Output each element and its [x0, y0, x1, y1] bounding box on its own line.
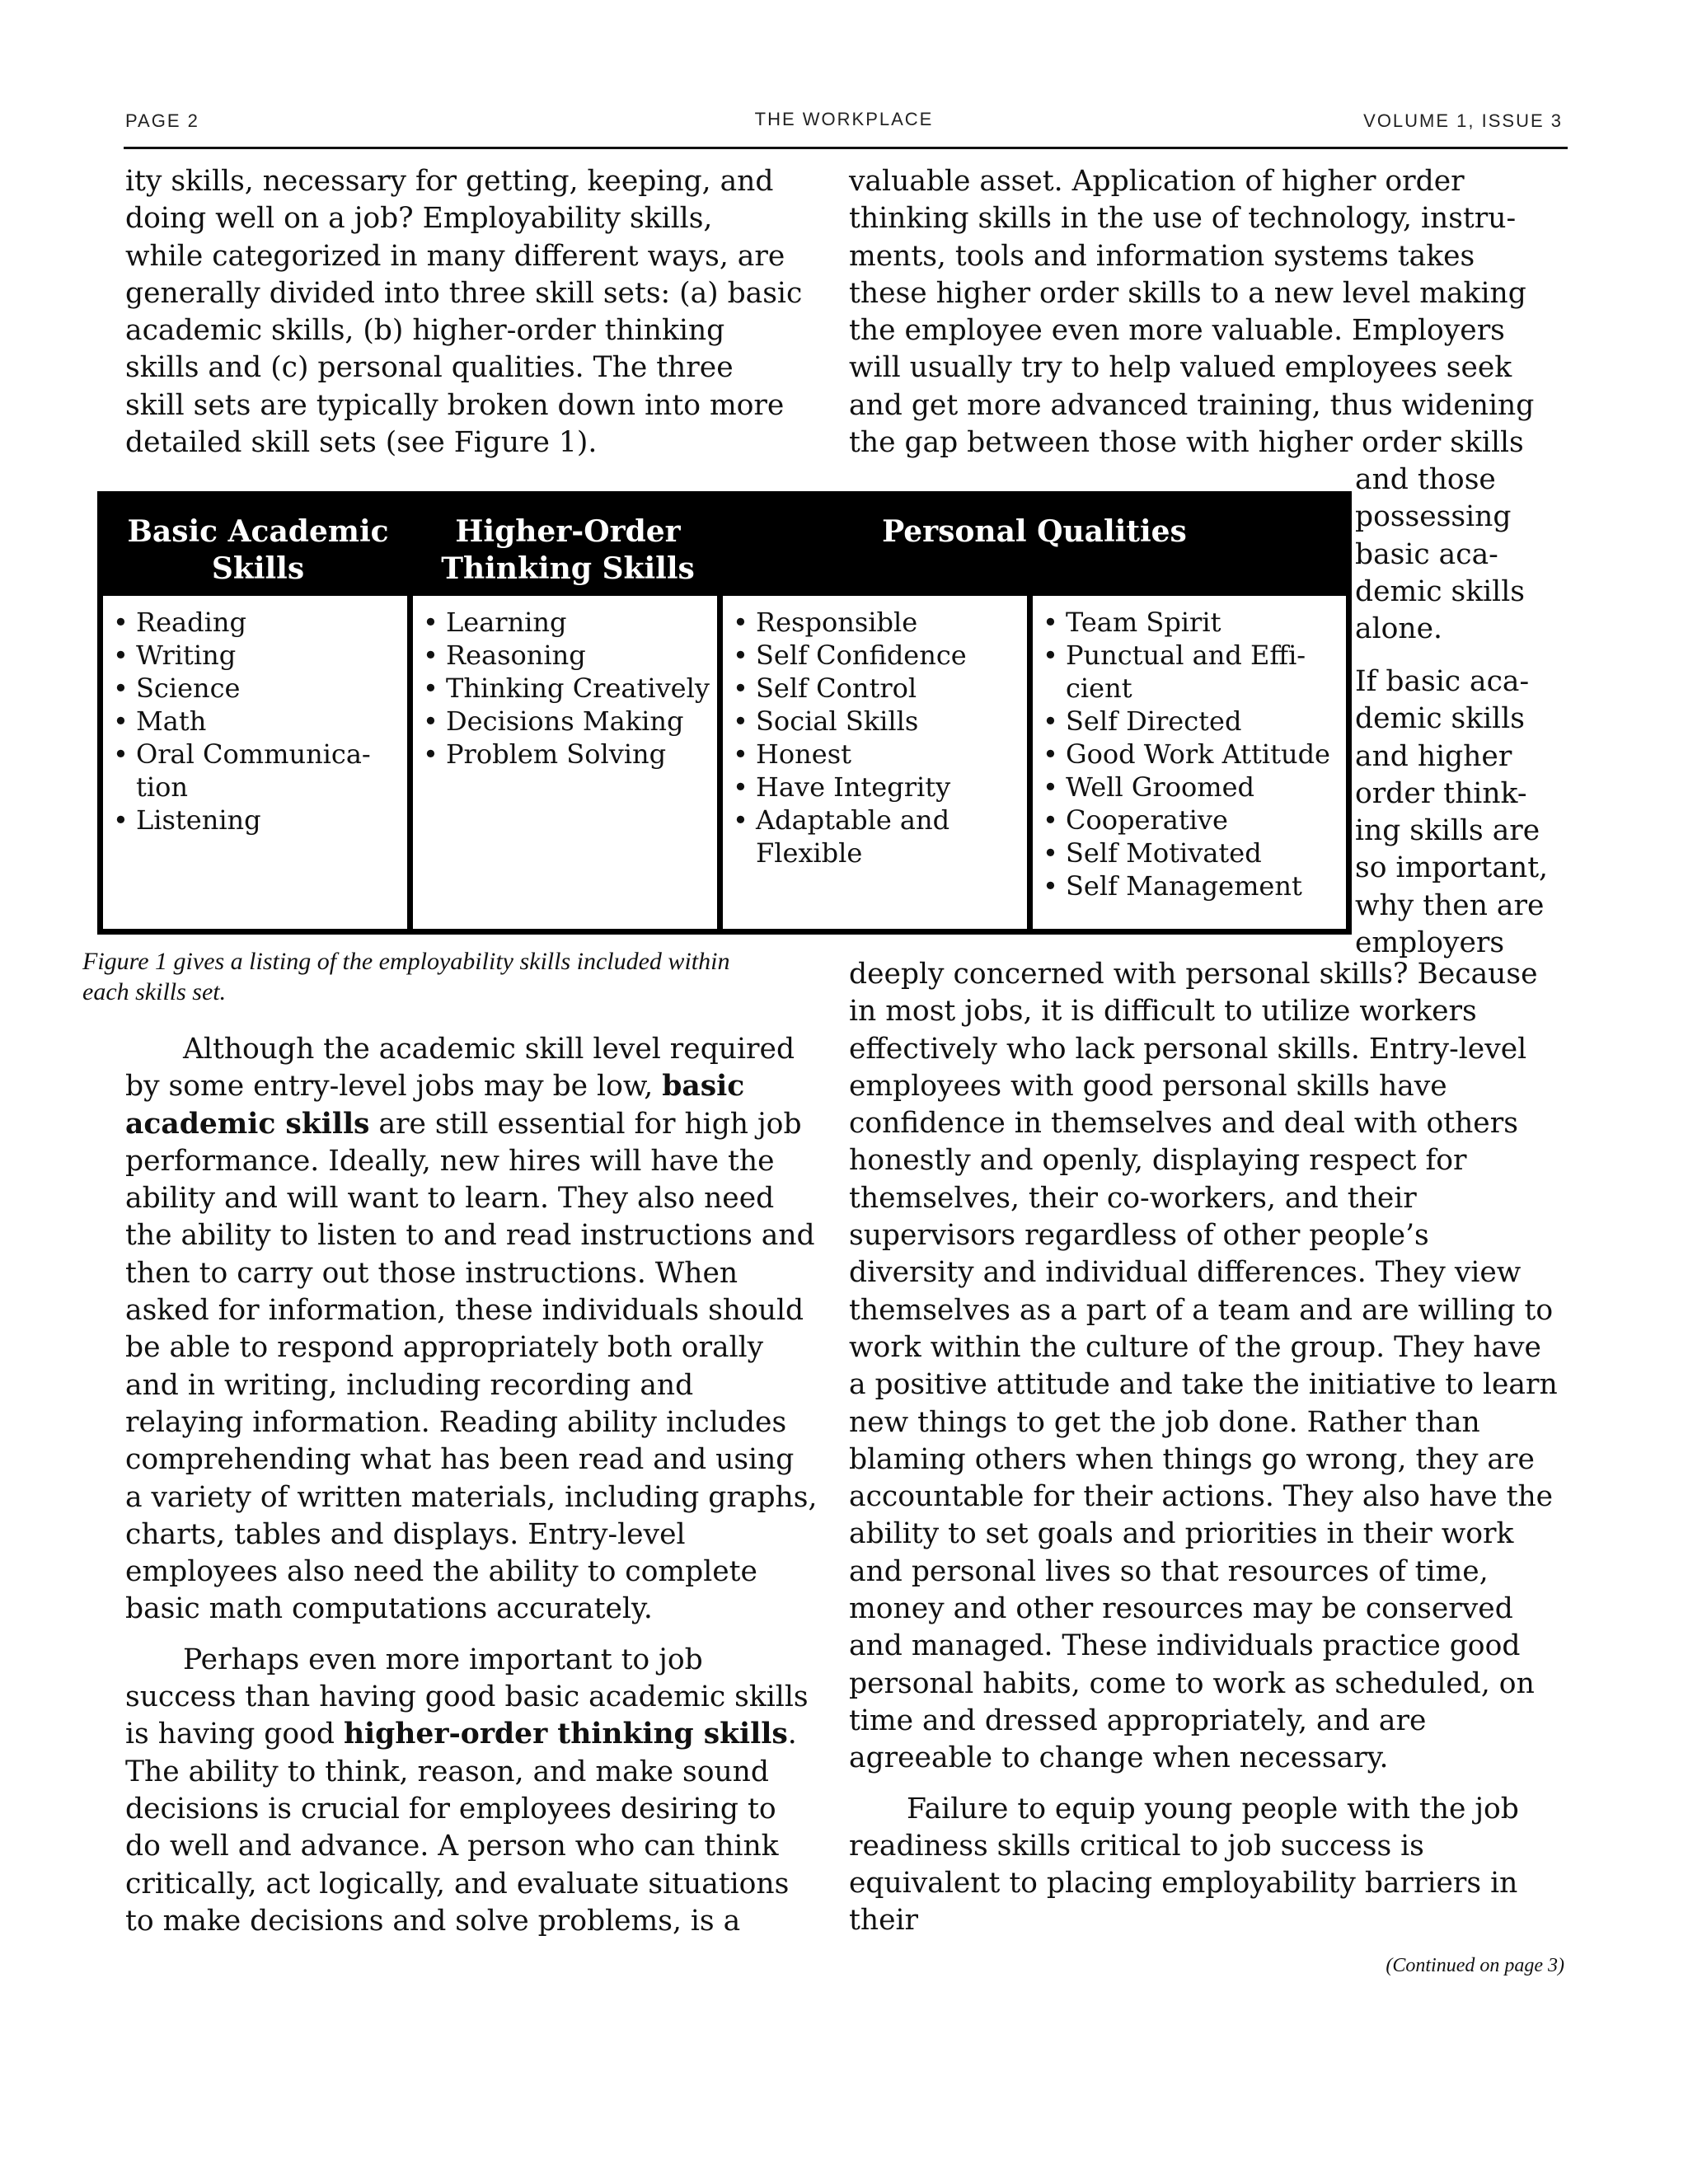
text-line: the employee even more valuable. Employers [849, 314, 1505, 348]
personal-qualities-list-b [1043, 606, 1348, 902]
bold-term: basic academic skills [125, 1070, 745, 1141]
page-number: PAGE 2 [125, 110, 199, 131]
text-line: ity skills, necessary for getting, keeping, and [125, 165, 774, 198]
text-line: doing well on a job? Employability skills, [125, 202, 713, 236]
list-item: • Decisions Making [423, 705, 711, 738]
header-personal-qualities: Personal Qualities [882, 514, 1187, 549]
text-line: so important, [1355, 851, 1549, 885]
paragraph-text: . The ability to think, reason, and make sound decisions is crucial for employees desiring to do well and advance. A person who can think critically, act logically, and evaluate situations to make decisions and solve problems, is a [125, 1718, 797, 1938]
text-line: while categorized in many different ways, are [125, 239, 785, 273]
text-line: and higher [1355, 739, 1512, 773]
list-item: • Oral Communica- tion [113, 738, 401, 804]
text-line: If basic aca- [1355, 665, 1530, 698]
list-item: • Writing [113, 639, 401, 672]
list-item: • Team Spirit [1043, 606, 1348, 639]
text-line: employers [1355, 926, 1505, 960]
paragraph: Failure to equip young people with the job readiness skills critical to job success is equivalent to placing employability barriers in their [849, 1792, 1519, 1938]
issue-label: VOLUME 1, ISSUE 3 [1363, 110, 1563, 131]
list-item: • Listening [113, 804, 401, 837]
paragraph-text: Perhaps even more important to job success than having good basic academic skills is having good [125, 1643, 809, 1751]
list-item: • Well Groomed [1043, 771, 1348, 804]
personal-qualities-list-a [733, 606, 1021, 869]
text-line: skill sets are typically broken down into more [125, 388, 785, 422]
list-item: • Responsible [733, 606, 1021, 639]
column-divider [407, 596, 413, 929]
text-line: thinking skills in the use of technology, instru- [849, 202, 1517, 236]
text-line: valuable asset. Application of higher order [849, 165, 1465, 198]
list-item: • Punctual and Effi- cient [1043, 639, 1348, 705]
list-item: • Science [113, 672, 401, 705]
higher-order-list [423, 606, 711, 771]
text-line: generally divided into three skill sets: (a) basic [125, 276, 803, 310]
text-line: order think- [1355, 776, 1527, 810]
text-line: will usually try to help valued employees seek [849, 351, 1512, 385]
col1-top-text [125, 163, 834, 462]
list-item: • Self Management [1043, 869, 1348, 902]
text-line: academic skills, (b) higher-order thinking [125, 314, 725, 348]
text-line: basic aca- [1355, 537, 1498, 571]
text-line: the gap between those with higher order skills [849, 426, 1524, 460]
list-item: • Thinking Creatively [423, 672, 711, 705]
text-line: and get more advanced training, thus widening [849, 388, 1535, 422]
header-higher-order: Higher-Order Thinking Skills [441, 514, 695, 586]
list-item: • Honest [733, 738, 1021, 771]
list-item: • Self Control [733, 672, 1021, 705]
publication-title: THE WORKPLACE [754, 109, 934, 129]
list-item: • Good Work Attitude [1043, 738, 1348, 771]
text-line: why then are [1355, 888, 1545, 922]
skills-figure-table [97, 491, 1352, 935]
list-item: • Have Integrity [733, 771, 1021, 804]
text-line: possessing [1355, 500, 1512, 534]
bold-term: higher-order thinking skills [343, 1718, 788, 1751]
list-item: • Learning [423, 606, 711, 639]
col2-body-text [849, 956, 1559, 1940]
header-rule [124, 147, 1568, 149]
list-item: • Adaptable and Flexible [733, 804, 1021, 869]
paragraph [125, 1642, 819, 1940]
header-basic-academic: Basic Academic Skills [127, 514, 389, 586]
narrow-column-text [1355, 462, 1561, 648]
list-item: • Reasoning [423, 639, 711, 672]
figure-caption: Figure 1 gives a listing of the employability skills included within each skills set. [82, 948, 730, 1005]
list-item: • Social Skills [733, 705, 1021, 738]
paragraph: deeply concerned with personal skills? Because in most jobs, it is difficult to utilize workers effectively who lack personal skills. Entry-level employees with good personal skills have confidence in themselves and deal with others honestly and openly, displaying respect for themselves, their co-workers, and their supervisors regardless of other people’s diversity and individual differences. They view themselves as a part of a team and are willing to work within the culture of the group. They have a positive attitude and take the initiative to learn new things to get the job done. Rather than blaming others when things go wrong, they are accountable for their actions. They also have the ability to set goals and priorities in their work and personal lives so that resources of time, money and other resources may be conserved and managed. These individuals practice good personal habits, come to work as scheduled, on time and dressed appropriately, and are agreeable to change when necessary. [849, 958, 1558, 1775]
list-item: • Self Motivated [1043, 837, 1348, 869]
list-item: • Math [113, 705, 401, 738]
basic-academic-list [113, 606, 401, 837]
text-line: demic skills [1355, 702, 1525, 736]
col1-body-text [125, 1031, 819, 1940]
continued-note: (Continued on page 3) [1386, 1955, 1564, 1976]
list-item: • Reading [113, 606, 401, 639]
text-line: ing skills are [1355, 814, 1540, 848]
col2-top-text [849, 163, 1574, 462]
list-item: • Self Directed [1043, 705, 1348, 738]
text-line: and those [1355, 463, 1496, 496]
paragraph-text: Although the academic skill level required by some entry-level jobs may be low, [125, 1033, 795, 1104]
paragraph-text: are still essential for high job performance. Ideally, new hires will have the ability and will want to learn. They also need the ability to listen to and read instructions and then to carry out those instructions. When asked for information, these individuals should be able to respond appropriately both orally and in writing, including recording and relaying information. Reading ability includes comprehending what has been read and using a variety of written materials, including graphs, charts, tables and displays. Entry-level employees also need the ability to complete basic math computations accurately. [125, 1107, 818, 1626]
text-line: ments, tools and information systems takes [849, 239, 1475, 273]
paragraph [125, 1031, 819, 1629]
list-item: • Problem Solving [423, 738, 711, 771]
list-item: • Cooperative [1043, 804, 1348, 837]
text-line: demic skills [1355, 574, 1525, 608]
list-item: • Self Confidence [733, 639, 1021, 672]
text-line: detailed skill sets (see Figure 1). [125, 426, 598, 460]
column-divider [1027, 596, 1033, 929]
table-header-band [103, 497, 1346, 596]
text-line: skills and (c) personal qualities. The three [125, 351, 734, 385]
text-line: these higher order skills to a new level making [849, 276, 1526, 310]
text-line: alone. [1355, 612, 1442, 646]
narrow-column-text-2 [1355, 663, 1569, 962]
column-divider [717, 596, 723, 929]
